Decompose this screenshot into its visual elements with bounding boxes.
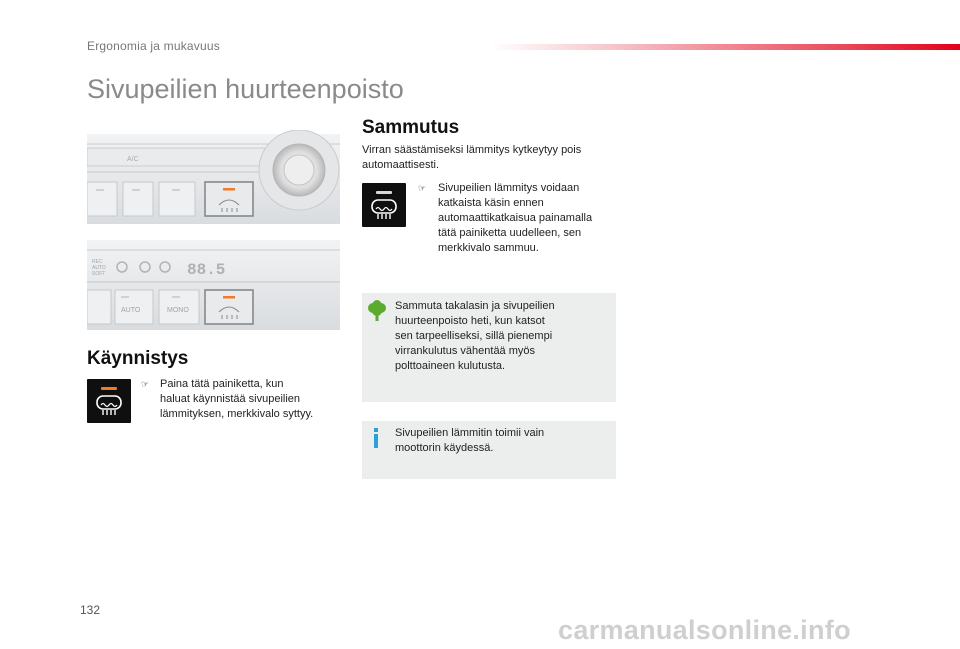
eco-note-box — [362, 293, 616, 402]
info-note-line: Sivupeilien lämmitin toimii vain — [395, 427, 545, 439]
auto-small-label: AUTO — [92, 265, 106, 271]
bullet-arrow-icon: ☞ — [418, 183, 427, 193]
page-number: 132 — [80, 603, 101, 617]
control-panel-photo — [87, 130, 340, 330]
control-panel-illustration — [87, 130, 340, 330]
stop-text-line: Sivupeilien lämmitys voidaan — [438, 182, 580, 194]
eco-note-line: Sammuta takalasin ja sivupeilien — [395, 300, 555, 312]
indicator-light-off — [376, 191, 392, 194]
info-note-text — [395, 426, 610, 456]
eco-note-line: sen tarpeelliseksi, sillä pienempi — [395, 330, 553, 342]
start-text-line: Paina tätä painiketta, kun — [160, 378, 284, 390]
soft-label: SOFT — [92, 271, 106, 277]
eco-tree-icon — [367, 300, 387, 322]
page-title: Sivupeilien huurteenpoisto — [87, 74, 404, 104]
mirror-defrost-icon — [95, 395, 123, 417]
eco-note-line: polttoaineen kulutusta. — [395, 360, 506, 372]
rec-label: REC — [92, 259, 103, 265]
start-bullet — [141, 377, 149, 392]
section-header: Ergonomia ja mukavuus — [87, 39, 220, 53]
ac-label: A/C — [127, 156, 139, 163]
temp-display: 88.5 — [187, 261, 226, 279]
start-text-line: haluat käynnistää sivupeilien — [160, 393, 301, 405]
stop-text-line: automaattikatkaisua painamalla — [438, 212, 593, 224]
bullet-arrow-icon: ☞ — [141, 379, 150, 389]
stop-bullet — [418, 181, 426, 196]
start-text — [160, 377, 345, 422]
start-text-line: lämmityksen, merkkivalo syttyy. — [160, 408, 314, 420]
defrost-button-off-icon — [362, 183, 406, 227]
header-accent-line — [490, 44, 960, 50]
stop-text-line: katkaista käsin ennen — [438, 197, 544, 209]
eco-note-text — [395, 299, 610, 374]
mono-button-label: MONO — [167, 307, 189, 314]
stop-text-line: merkkivalo sammuu. — [438, 242, 539, 254]
indicator-light-on — [101, 387, 117, 390]
stop-text — [438, 181, 618, 256]
info-icon — [371, 428, 381, 448]
eco-note-line: virrankulutus vähentää myös — [395, 345, 536, 357]
info-note-line: moottorin käydessä. — [395, 442, 494, 454]
stop-intro-line: Virran säästämiseksi lämmitys kytkeytyy pois — [362, 144, 582, 156]
eco-note-line: huurteenpoisto heti, kun katsot — [395, 315, 545, 327]
stop-intro-line: automaattisesti. — [362, 159, 440, 171]
stop-heading: Sammutus — [362, 117, 460, 138]
auto-button-label: AUTO — [121, 307, 141, 314]
stop-text-line: tätä painiketta uudelleen, sen — [438, 227, 582, 239]
mirror-defrost-icon — [370, 199, 398, 221]
info-note-box — [362, 421, 616, 479]
stop-intro — [362, 143, 612, 173]
defrost-button-on-icon — [87, 379, 131, 423]
watermark: carmanualsonline.info — [558, 615, 851, 645]
start-heading: Käynnistys — [87, 348, 189, 369]
